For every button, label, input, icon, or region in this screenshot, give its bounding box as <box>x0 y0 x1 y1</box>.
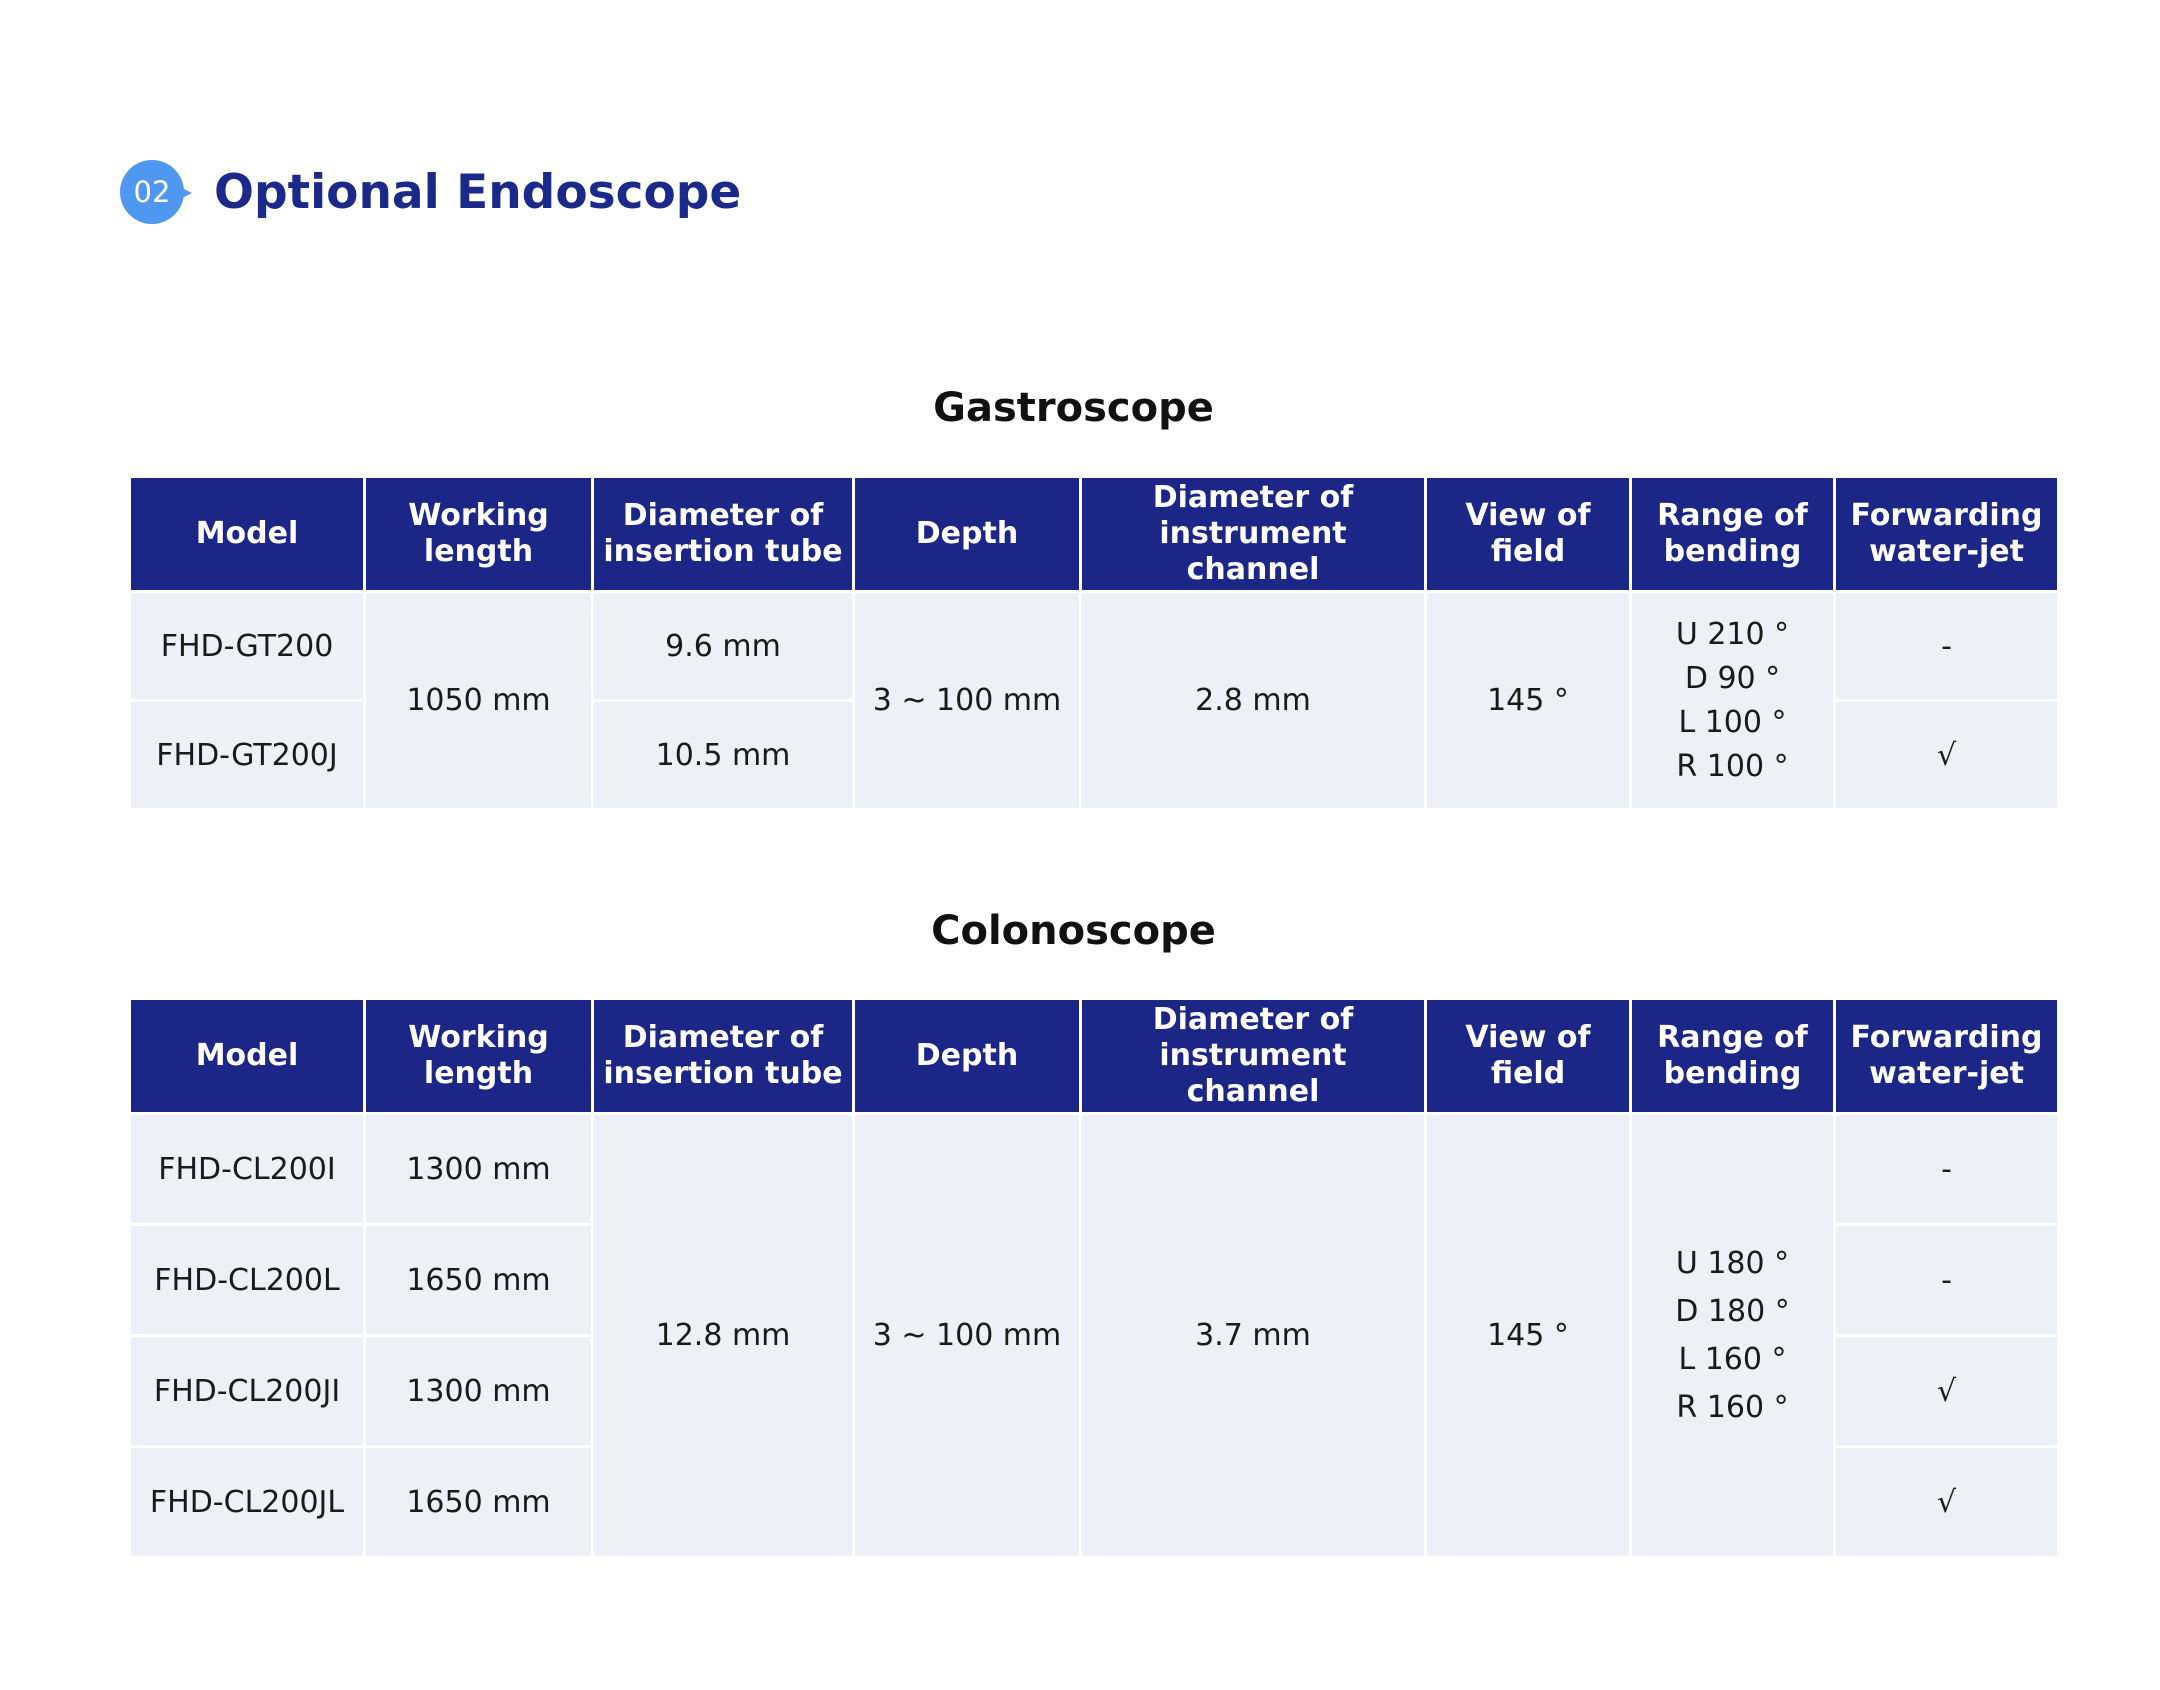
col-header-water-jet: Forwarding water-jet <box>1836 478 2057 590</box>
gastroscope-title: Gastroscope <box>933 385 1214 431</box>
col-header-instrument-channel: Diameter of instrument channel <box>1082 478 1424 590</box>
depth-cell: 3 ~ 100 mm <box>855 1115 1079 1556</box>
water-jet-cell: - <box>1836 593 2057 699</box>
range-of-bending-cell <box>1632 593 1833 808</box>
col-header-view-of-field: View of field <box>1427 478 1629 590</box>
gastroscope-table <box>128 475 2060 811</box>
water-jet-cell: - <box>1836 1226 2057 1334</box>
bending-left: L 100 ° <box>1678 704 1787 740</box>
insertion-tube-cell: 12.8 mm <box>594 1115 852 1556</box>
water-jet-cell: - <box>1836 1115 2057 1223</box>
insertion-tube-cell: 9.6 mm <box>594 593 852 699</box>
col-header-insertion-tube: Diameter of insertion tube <box>594 1000 852 1112</box>
instrument-channel-cell: 2.8 mm <box>1082 593 1424 808</box>
insertion-tube-cell: 10.5 mm <box>594 702 852 808</box>
working-length-cell: 1050 mm <box>366 593 591 808</box>
section-number-badge: 02 <box>120 160 184 224</box>
table-row <box>131 1115 2057 1223</box>
model-cell: FHD-GT200J <box>131 702 363 808</box>
model-cell: FHD-GT200 <box>131 593 363 699</box>
col-header-insertion-tube: Diameter of insertion tube <box>594 478 852 590</box>
model-cell: FHD-CL200L <box>131 1226 363 1334</box>
col-header-view-of-field: View of field <box>1427 1000 1629 1112</box>
col-header-depth: Depth <box>855 1000 1079 1112</box>
table-header-row <box>131 1000 2057 1112</box>
colonoscope-table <box>128 997 2060 1559</box>
col-header-depth: Depth <box>855 478 1079 590</box>
col-header-range-of-bending: Range of bending <box>1632 1000 1833 1112</box>
depth-cell: 3 ~ 100 mm <box>855 593 1079 808</box>
section-header <box>120 160 741 224</box>
model-cell: FHD-CL200JI <box>131 1337 363 1445</box>
working-length-cell: 1300 mm <box>366 1115 591 1223</box>
col-header-range-of-bending: Range of bending <box>1632 478 1833 590</box>
col-header-model: Model <box>131 478 363 590</box>
col-header-working-length: Working length <box>366 478 591 590</box>
col-header-instrument-channel: Diameter of instrument channel <box>1082 1000 1424 1112</box>
working-length-cell: 1300 mm <box>366 1337 591 1445</box>
bending-up: U 210 ° <box>1675 616 1790 652</box>
range-of-bending-cell <box>1632 1115 1833 1556</box>
working-length-cell: 1650 mm <box>366 1448 591 1556</box>
colonoscope-title: Colonoscope <box>931 908 1216 954</box>
view-of-field-cell: 145 ° <box>1427 1115 1629 1556</box>
section-title: Optional Endoscope <box>214 164 742 220</box>
bending-right: R 160 ° <box>1676 1389 1789 1425</box>
col-header-water-jet: Forwarding water-jet <box>1836 1000 2057 1112</box>
col-header-model: Model <box>131 1000 363 1112</box>
water-jet-cell: √ <box>1836 1448 2057 1556</box>
instrument-channel-cell: 3.7 mm <box>1082 1115 1424 1556</box>
model-cell: FHD-CL200I <box>131 1115 363 1223</box>
table-row <box>131 593 2057 699</box>
bending-left: L 160 ° <box>1678 1341 1787 1377</box>
bending-up: U 180 ° <box>1675 1245 1790 1281</box>
working-length-cell: 1650 mm <box>366 1226 591 1334</box>
col-header-working-length: Working length <box>366 1000 591 1112</box>
model-cell: FHD-CL200JL <box>131 1448 363 1556</box>
water-jet-cell: √ <box>1836 702 2057 808</box>
bending-down: D 90 ° <box>1684 660 1781 696</box>
view-of-field-cell: 145 ° <box>1427 593 1629 808</box>
table-header-row <box>131 478 2057 590</box>
bending-right: R 100 ° <box>1676 748 1789 784</box>
water-jet-cell: √ <box>1836 1337 2057 1445</box>
bending-down: D 180 ° <box>1675 1293 1790 1329</box>
